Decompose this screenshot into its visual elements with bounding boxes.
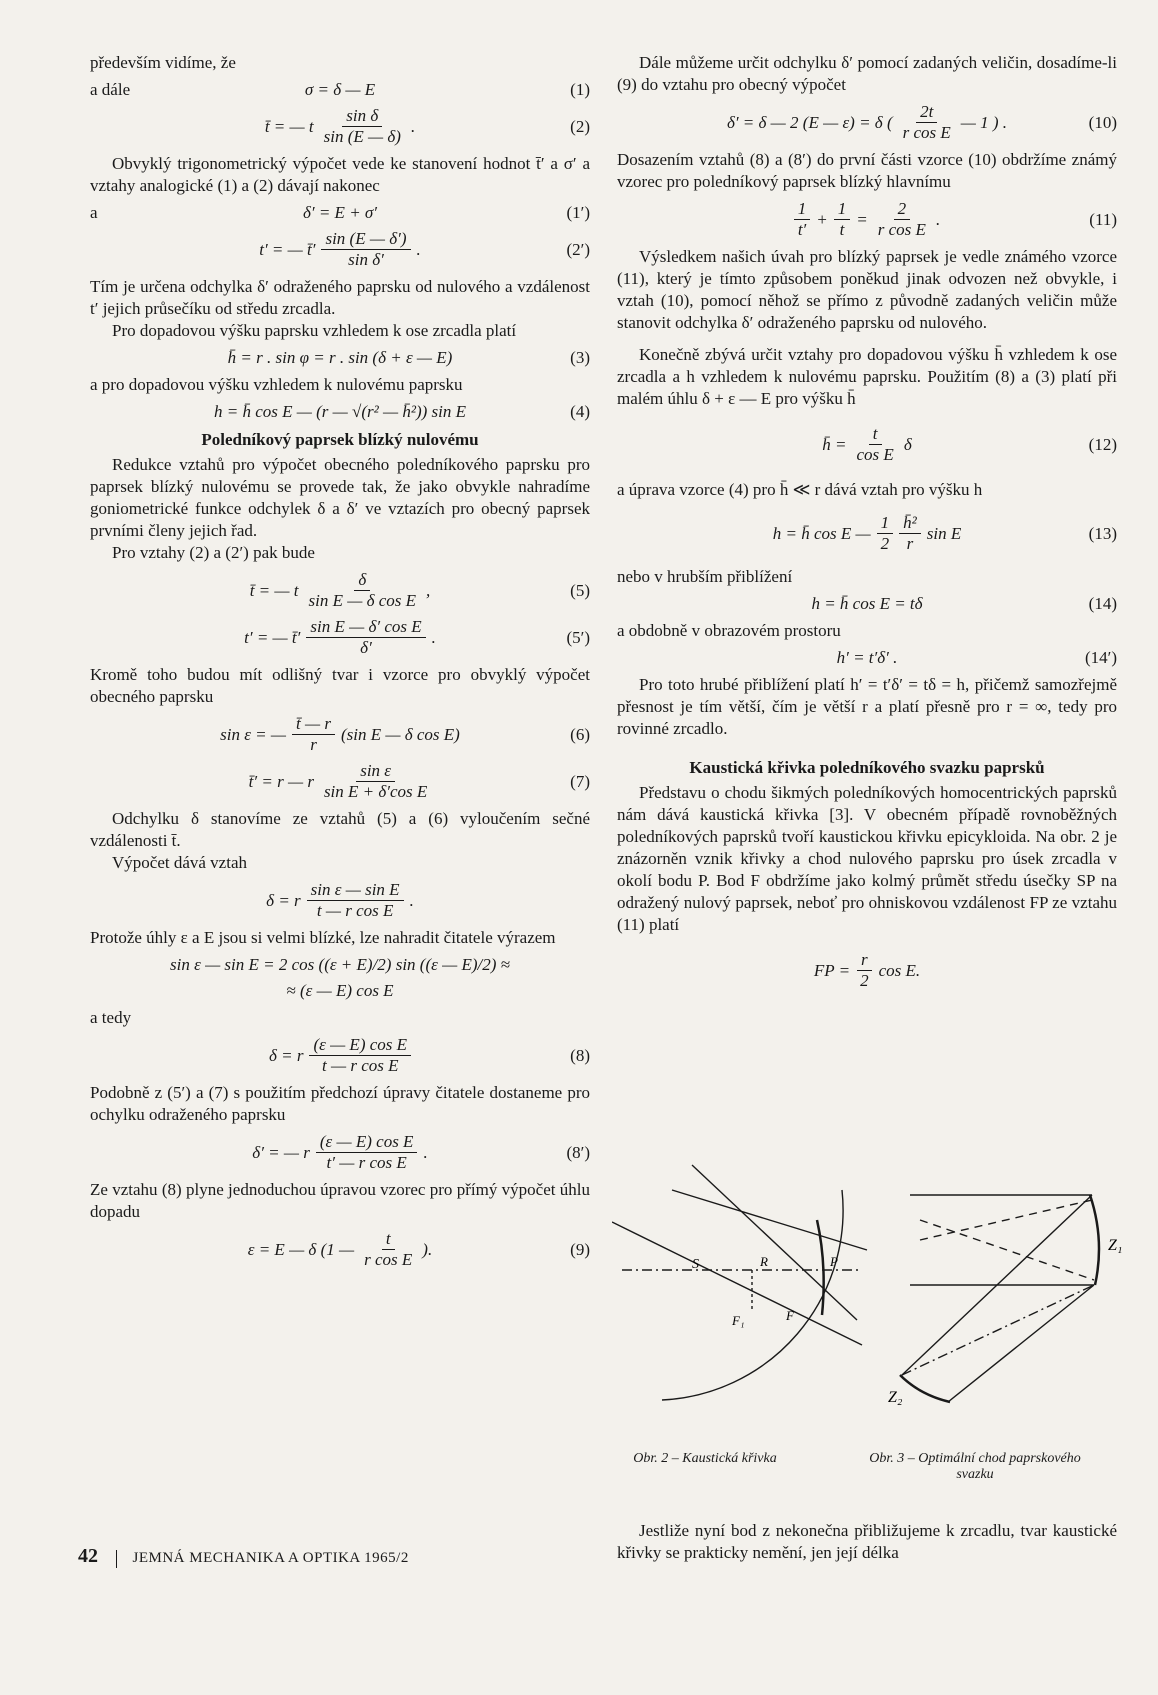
fraction xyxy=(853,424,898,465)
figure-optimal-beam xyxy=(880,1180,1150,1410)
equation-sine-approx xyxy=(90,981,590,1001)
figure-3-caption: Obr. 3 – Optimální chod paprskového svazku xyxy=(869,1451,1081,1482)
figure-caustic-curve xyxy=(612,1160,872,1410)
equation-lhs: t̄′ = r — r xyxy=(248,771,314,791)
equation-13 xyxy=(617,513,1117,554)
equation-number: (8) xyxy=(570,1045,590,1065)
equation-number: (2′) xyxy=(566,239,590,259)
numerator: 1 xyxy=(834,199,851,220)
equation-5: t̄ = — t $\frac{\delta}{\text{sin E — δ cos E}}$ , (5) xyxy=(249,570,590,610)
fraction xyxy=(320,761,431,802)
label-p: P xyxy=(830,1254,838,1269)
equation-body: h = h̄ cos E = tδ xyxy=(811,594,923,613)
paragraph: Dále můžeme určit odchylku δ′ pomocí zadaných veličin, dosadíme-li (9) do vztahu pro obecný výpočet xyxy=(617,53,1117,94)
equation-2: t̄ = — t $\frac{\text{sin δ}}{\sin (E — \delta)}$ . (2) xyxy=(264,106,590,146)
equation-14-prime xyxy=(617,648,1117,668)
equation-number: (13) xyxy=(1088,523,1117,543)
equation-body: δ′ = E + σ′ xyxy=(302,203,378,222)
right-column xyxy=(617,52,1117,1005)
equation-7 xyxy=(90,761,590,802)
mirror-z2 xyxy=(900,1375,950,1402)
label-f: F xyxy=(786,1308,794,1323)
fraction xyxy=(794,199,811,240)
equation-4 xyxy=(90,402,590,422)
figure-2-caption: Obr. 2 – Kaustická křivka xyxy=(633,1451,777,1466)
paragraph: především vidíme, že xyxy=(90,53,236,72)
paragraph: Pro dopadovou výšku paprsku vzhledem k ose zrcadla platí xyxy=(112,321,517,340)
paragraph: Představu o chodu šikmých poledníkových homocentrických paprsků nám dává kaustická křivka [3]. V obecném případě rovnoběžných poledníkových paprsků tvoří kaustickou křivku epicykloida. Na obr. 2 je znázorněn vznik křivky a chod nulového paprsku pro úsek zrcadla v okolí bodu P. Bod F obdržíme jako kolmý průmět středu úsečky SP na odražený nulový paprsek, neboť pro ohniskovou vzdálenost FP ze vztahu (11) platí xyxy=(617,783,1117,934)
equation-number: (12) xyxy=(1088,434,1117,454)
equation-sine-difference xyxy=(90,955,590,975)
equation-delta: δ = r $\frac{\text{sin ε — sin E}}{\text{t — r cos E}}$ . xyxy=(266,880,414,920)
paragraph: Protože úhly ε a E jsou si velmi blízké, lze nahradit čitatele výrazem xyxy=(90,928,556,947)
label-r: R xyxy=(760,1254,768,1269)
numerator: (ε — E) cos E xyxy=(309,1035,411,1056)
section-heading: Poledníkový paprsek blízký nulovému xyxy=(201,430,479,449)
numerator: r xyxy=(857,950,872,971)
numerator: δ xyxy=(354,570,370,591)
denominator: t — r cos E xyxy=(316,901,394,920)
equation-3 xyxy=(90,348,590,368)
equation-close: ). xyxy=(422,1239,433,1259)
footer-divider xyxy=(116,1550,117,1568)
page-number: 42 xyxy=(78,1545,98,1567)
equation-number: (3) xyxy=(570,348,590,367)
left-column xyxy=(90,52,590,1276)
fraction xyxy=(360,1229,416,1270)
numerator: 1 xyxy=(794,199,811,220)
paragraph: Dosazením vztahů (8) a (8′) do první části vzorce (10) obdržíme známý vzorec pro poledníkový paprsek blízký hlavnímu xyxy=(617,150,1117,191)
paragraph: Obvyklý trigonometrický výpočet vede ke stanovení hodnot t̄′ a σ′ a vztahy analogické (1) a (2) dávají nakonec xyxy=(90,154,590,195)
equation-6 xyxy=(90,714,590,755)
equation-rhs: δ xyxy=(903,434,912,454)
numerator: sin ε xyxy=(356,761,395,782)
denominator: cos E xyxy=(856,445,894,464)
denominator: t′ — r cos E xyxy=(326,1153,407,1172)
equation-number: (2) xyxy=(570,116,590,136)
equation-fp xyxy=(617,950,1117,991)
fraction xyxy=(316,1132,418,1173)
paragraph: Ze vztahu (8) plyne jednoduchou úpravou vzorec pro přímý výpočet úhlu dopadu xyxy=(90,1180,590,1221)
denominator: δ′ xyxy=(360,638,372,657)
equation-body: sin ε — sin E = 2 cos ((ε + E)/2) sin ((ε — E)/2) ≈ xyxy=(170,955,510,974)
equation-number: (1′) xyxy=(566,203,590,222)
equation-1 xyxy=(90,80,590,100)
paragraph: a tedy xyxy=(90,1008,132,1027)
denominator: sin (E — δ) xyxy=(323,127,401,146)
denominator: 2 xyxy=(860,971,869,990)
equation-lhs: t̄ = — t xyxy=(249,580,299,600)
fraction xyxy=(877,513,894,554)
equation-lhs: δ′ = δ — 2 (E — ε) = δ ( xyxy=(726,112,893,132)
equation-5-prime: t′ = — t̄′ $\frac{\text{sin E — δ′ cos E}}{\delta'}$ . (5′) xyxy=(244,617,590,657)
label-z2: Z₂ xyxy=(888,1389,903,1406)
section-heading: Kaustická křivka poledníkového svazku paprsků xyxy=(689,758,1045,777)
equation-lhs: t′ = — t̄′ xyxy=(259,239,316,259)
equation-number: (9) xyxy=(570,1239,590,1259)
equation-number: (6) xyxy=(570,724,590,744)
label-f1: F₁ xyxy=(732,1313,745,1328)
fraction xyxy=(292,714,335,755)
equation-10 xyxy=(617,102,1117,143)
denominator: 2 xyxy=(880,534,890,553)
numerator: t xyxy=(869,424,882,445)
paragraph: Jestliže nyní bod z nekonečna přibližujeme k zrcadlu, tvar kaustické křivky se prakticky nemění, jen její délka xyxy=(617,1521,1117,1562)
reflected-ray xyxy=(672,1190,867,1250)
paragraph: a úprava vzorce (4) pro h̄ ≪ r dává vztah pro výšku h xyxy=(617,480,983,499)
equation-number: (7) xyxy=(570,771,590,791)
equation-number: (10) xyxy=(1088,112,1117,132)
numerator: sin ε — sin E xyxy=(307,880,404,901)
denominator: r xyxy=(906,534,914,553)
ray-line xyxy=(692,1165,857,1320)
fraction xyxy=(899,513,921,554)
equation-body: σ = δ — E xyxy=(304,80,376,99)
fraction xyxy=(307,880,404,921)
equation-lhs: h̄ = xyxy=(822,434,847,454)
paragraph: Výsledkem našich úvah pro blízký paprsek je vedle známého vzorce (11), který je tímto způsobem poněkud jinak odvozen než obvykle, i vztah (10), pomocí něhož se přímo z původně zadaných veličin může stanovit odchylka δ′ odraženého paprsku od nulového. xyxy=(617,247,1117,332)
equation-number: (8′) xyxy=(566,1142,590,1162)
fraction xyxy=(320,106,405,147)
equation-8 xyxy=(90,1035,590,1076)
paragraph: Odchylku δ stanovíme ze vztahů (5) a (6) vyloučením sečné vzdálenosti t̄. xyxy=(90,809,590,850)
equation-rhs: (sin E — δ cos E) xyxy=(340,724,460,744)
numerator: 2 xyxy=(894,199,911,220)
equation-number: (11) xyxy=(1089,209,1117,229)
numerator: sin (E — δ′) xyxy=(321,229,410,250)
fraction xyxy=(309,1035,411,1076)
paragraph: Výpočet dává vztah xyxy=(112,853,247,872)
paragraph: Kromě toho budou mít odlišný tvar i vzorce pro obvyklý výpočet obecného paprsku xyxy=(90,665,590,706)
equation-9 xyxy=(90,1229,590,1270)
dashed-line xyxy=(920,1220,1094,1280)
equation-lhs: δ = r xyxy=(266,890,301,910)
paragraph: a pro dopadovou výšku vzhledem k nulovému paprsku xyxy=(90,375,463,394)
equation-number: (4) xyxy=(570,402,590,421)
denominator: t xyxy=(839,220,845,239)
numerator: t̄ — r xyxy=(292,714,335,735)
fraction xyxy=(899,102,955,143)
equation-lhs: t′ = — t̄′ xyxy=(244,627,301,647)
equation-body: ≈ (ε — E) cos E xyxy=(286,981,394,1000)
fraction xyxy=(874,199,930,240)
label-s: S xyxy=(692,1257,699,1272)
equation-label: a dále xyxy=(90,80,131,99)
journal-name: JEMNÁ MECHANIKA A OPTIKA 1965/2 xyxy=(132,1550,409,1566)
equation-body: h̄ = r . sin φ = r . sin (δ + ε — E) xyxy=(227,348,453,367)
numerator: sin E — δ′ cos E xyxy=(306,617,425,638)
denominator: sin E — δ cos E xyxy=(308,591,417,610)
equation-rhs: cos E. xyxy=(878,960,921,980)
equation-rhs: — 1 ) . xyxy=(960,112,1008,132)
fraction xyxy=(856,950,873,991)
equation-lhs: δ = r xyxy=(268,1045,304,1065)
equation-label: a xyxy=(90,203,98,222)
denominator: sin δ′ xyxy=(348,250,384,269)
denominator: sin E + δ′cos E xyxy=(323,782,428,801)
equation-8-prime: δ′ = — r $\frac{\text{(ε — E) cos E}}{\text{t′ — r cos E}}$ . (8′) xyxy=(252,1132,590,1172)
equation-number: (14′) xyxy=(1084,648,1117,667)
fraction xyxy=(321,229,410,270)
equation-lhs: h = h̄ cos E — xyxy=(772,523,871,543)
numerator: (ε — E) cos E xyxy=(316,1132,418,1153)
paragraph: Pro toto hrubé přiblížení platí h′ = t′δ′ = tδ = h, přičemž samozřejmě přesnost je tím větší, čím je větší r a platí přesně pro r = ∞, tedy pro rovinné zrcadlo. xyxy=(617,675,1117,738)
paragraph: Podobně z (5′) a (7) s použitím předchozí úpravy čitatele dostaneme pro ochylku odraženého paprsku xyxy=(90,1083,590,1124)
numerator: h̄² xyxy=(899,513,921,534)
equation-14 xyxy=(617,594,1117,614)
equation-number: (5) xyxy=(570,580,590,600)
equation-lhs: δ′ = — r xyxy=(252,1142,310,1162)
paragraph: Tím je určena odchylka δ′ odraženého paprsku od nulového a vzdálenost t′ jejich průsečíku od středu zrcadla. xyxy=(90,277,590,318)
denominator: r cos E xyxy=(902,123,951,142)
equation-lhs: sin ε = — xyxy=(220,724,287,744)
equation-number: (1) xyxy=(570,80,590,99)
equation-12 xyxy=(617,424,1117,465)
numerator: 2t xyxy=(916,102,937,123)
numerator: sin δ xyxy=(342,106,382,127)
paragraph: Konečně zbývá určit vztahy pro dopadovou výšku h̄ vzhledem k ose zrcadla a h vzhledem k nulovému paprsku. Použitím (8) a (3) platí při malém úhlu δ + ε — E pro výšku h̄ xyxy=(617,345,1117,408)
denominator: r cos E xyxy=(364,1250,413,1269)
paragraph: Redukce vztahů pro výpočet obecného poledníkového paprsku pro paprsek blízký nulovému se provede tak, že jako obvykle nahradíme goniometrické funkce odchylek δ a δ′ ve vztazích pro obecný paprsek prvními členy jejich řad. xyxy=(90,455,590,540)
denominator: t′ xyxy=(797,220,807,239)
page-footer xyxy=(78,1545,409,1568)
equation-body: h′ = t′δ′ . xyxy=(836,648,898,667)
numerator: t xyxy=(382,1229,395,1250)
equation-lhs: FP = xyxy=(813,960,851,980)
equation-11: $\frac{1}{t'}$ + $\frac{1}{t}$ = $\frac{2}{\text{r cos E}}$ . (11) xyxy=(617,199,1117,240)
label-z1: Z₁ xyxy=(1108,1237,1123,1254)
paragraph: nebo v hrubším přiblížení xyxy=(617,567,793,586)
fraction xyxy=(834,199,851,240)
denominator: r xyxy=(310,735,317,754)
equation-1-prime xyxy=(90,203,590,223)
equation-lhs: t̄ = — t xyxy=(264,116,314,136)
fraction xyxy=(305,570,421,611)
equation-number: (5′) xyxy=(566,627,590,647)
equation-rhs: sin E xyxy=(926,523,962,543)
numerator: 1 xyxy=(877,513,894,534)
paragraph: Pro vztahy (2) a (2′) pak bude xyxy=(112,543,315,562)
equation-number: (14) xyxy=(1088,594,1117,613)
mirror-z1 xyxy=(1090,1195,1099,1285)
equation-lhs: ε = E — δ (1 — xyxy=(247,1239,355,1259)
fraction xyxy=(306,617,425,658)
paragraph: a obdobně v obrazovém prostoru xyxy=(617,621,841,640)
denominator: r cos E xyxy=(877,220,926,239)
equation-body: h = h̄ cos E — (r — √(r² — h̄²)) sin E xyxy=(214,402,466,421)
equation-2-prime: t′ = — t̄′ $\frac{\sin (E — \delta')}{\text{sin δ′}}$ . (2′) xyxy=(259,229,590,269)
denominator: t — r cos E xyxy=(321,1056,399,1075)
